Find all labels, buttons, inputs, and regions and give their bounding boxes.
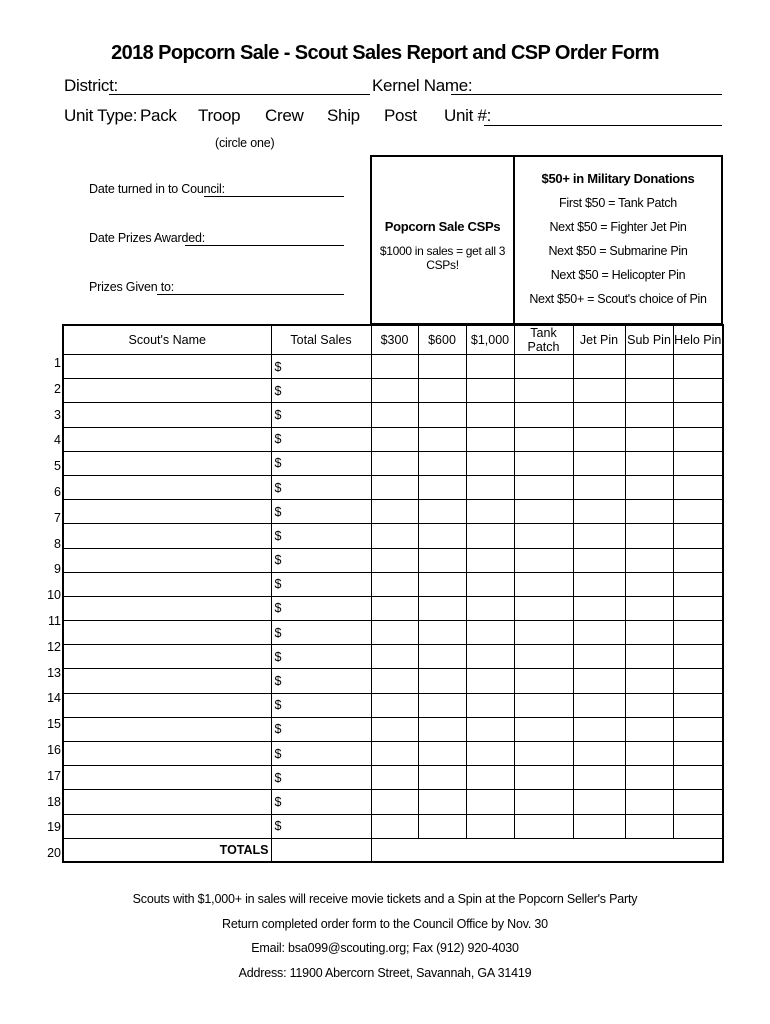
jet-pin-cell[interactable] [573, 355, 625, 379]
date-turned-in-field[interactable] [204, 196, 344, 197]
row-number: 15 [47, 717, 61, 732]
total-sales-cell[interactable]: $ [271, 596, 371, 620]
sub-pin-cell[interactable] [625, 669, 673, 693]
column-header-sub-pin: Sub Pin [625, 325, 673, 355]
csp-1000-cell[interactable] [466, 403, 514, 427]
csp-300-cell[interactable] [371, 403, 418, 427]
csp-1000-cell[interactable] [466, 669, 514, 693]
helo-pin-cell[interactable] [673, 475, 723, 499]
csp-600-cell[interactable] [418, 427, 466, 451]
csp-box [370, 155, 515, 325]
helo-pin-cell[interactable] [673, 814, 723, 838]
page-title: 2018 Popcorn Sale - Scout Sales Report and CSP Order Form [111, 42, 659, 64]
table-row [63, 572, 723, 596]
footer-prize-note: Scouts with $1,000+ in sales will receive movie tickets and a Spin at the Popcorn Seller's Party [132, 892, 638, 906]
scout-name-cell[interactable] [63, 742, 271, 766]
csp-600-cell[interactable] [418, 645, 466, 669]
unit-number-field[interactable] [484, 125, 722, 126]
tank-patch-cell[interactable] [514, 766, 573, 790]
tank-patch-cell[interactable] [514, 572, 573, 596]
totals-csp-1000-cell[interactable] [466, 838, 514, 862]
csp-1000-cell[interactable] [466, 500, 514, 524]
csp-1000-cell[interactable] [466, 451, 514, 475]
table-row [63, 403, 723, 427]
sub-pin-cell[interactable] [625, 717, 673, 741]
jet-pin-cell[interactable] [573, 693, 625, 717]
unit-type-pack[interactable]: Pack [140, 106, 177, 125]
sub-pin-cell[interactable] [625, 427, 673, 451]
row-number: 1 [54, 356, 61, 370]
scout-name-cell[interactable] [63, 500, 271, 524]
total-sales-cell[interactable]: $ [271, 669, 371, 693]
tank-patch-cell[interactable] [514, 693, 573, 717]
total-sales-cell[interactable]: $ [271, 500, 371, 524]
scout-name-cell[interactable] [63, 596, 271, 620]
column-header-1000: $1,000 [466, 325, 514, 355]
table-row [63, 790, 723, 814]
scout-name-cell[interactable] [63, 766, 271, 790]
scout-name-cell[interactable] [63, 451, 271, 475]
row-number: 10 [47, 588, 61, 603]
csp-300-cell[interactable] [371, 475, 418, 499]
jet-pin-cell[interactable] [573, 669, 625, 693]
row-number: 9 [54, 562, 61, 577]
csp-1000-cell[interactable] [466, 790, 514, 814]
scout-name-cell[interactable] [63, 621, 271, 645]
csp-1000-cell[interactable] [466, 742, 514, 766]
unit-number-label: Unit #: [444, 106, 492, 125]
total-sales-cell[interactable]: $ [271, 379, 371, 403]
scout-name-cell[interactable] [63, 693, 271, 717]
csp-1000-cell[interactable] [466, 693, 514, 717]
total-sales-cell[interactable]: $ [271, 742, 371, 766]
unit-type-troop[interactable]: Troop [198, 106, 241, 125]
tank-patch-cell[interactable] [514, 403, 573, 427]
sub-pin-cell[interactable] [625, 766, 673, 790]
row-number: 6 [54, 484, 61, 499]
helo-pin-cell[interactable] [673, 572, 723, 596]
row-number: 8 [54, 536, 61, 551]
total-sales-cell[interactable]: $ [271, 790, 371, 814]
helo-pin-cell[interactable] [673, 451, 723, 475]
tank-patch-cell[interactable] [514, 500, 573, 524]
csp-300-cell[interactable] [371, 500, 418, 524]
csp-1000-cell[interactable] [466, 645, 514, 669]
csp-1000-cell[interactable] [466, 596, 514, 620]
helo-pin-cell[interactable] [673, 379, 723, 403]
helo-pin-cell[interactable] [673, 621, 723, 645]
totals-csp-300-cell[interactable] [371, 838, 418, 862]
district-field[interactable] [109, 94, 370, 95]
sales-table [62, 324, 724, 863]
total-sales-cell[interactable]: $ [271, 403, 371, 427]
csp-600-cell[interactable] [418, 814, 466, 838]
kernel-name-field[interactable] [451, 94, 722, 95]
totals-total-sales-cell[interactable] [271, 838, 371, 862]
row-number: 14 [47, 691, 61, 706]
csp-300-cell[interactable] [371, 790, 418, 814]
jet-pin-cell[interactable] [573, 475, 625, 499]
csp-1000-cell[interactable] [466, 524, 514, 548]
row-number: 11 [48, 613, 61, 628]
tank-patch-cell[interactable] [514, 355, 573, 379]
csp-300-cell[interactable] [371, 814, 418, 838]
table-row [63, 766, 723, 790]
tank-patch-cell[interactable] [514, 814, 573, 838]
column-header-tank-patch: Tank Patch [514, 325, 573, 355]
helo-pin-cell[interactable] [673, 766, 723, 790]
csp-300-cell[interactable] [371, 645, 418, 669]
jet-pin-cell[interactable] [573, 645, 625, 669]
date-prizes-awarded-label: Date Prizes Awarded: [89, 231, 205, 245]
military-line: Next $50+ = Scout's choice of Pin [529, 292, 707, 306]
row-number: 4 [54, 433, 61, 448]
row-number: 7 [54, 510, 61, 525]
table-row [63, 475, 723, 499]
unit-type-crew[interactable]: Crew [265, 106, 304, 125]
table-row [63, 500, 723, 524]
total-sales-cell[interactable]: $ [271, 451, 371, 475]
csp-300-cell[interactable] [371, 766, 418, 790]
sub-pin-cell[interactable] [625, 814, 673, 838]
csp-300-cell[interactable] [371, 524, 418, 548]
unit-type-label: Unit Type: [64, 106, 138, 125]
district-label: District: [64, 76, 118, 95]
jet-pin-cell[interactable] [573, 742, 625, 766]
jet-pin-cell[interactable] [573, 814, 625, 838]
jet-pin-cell[interactable] [573, 766, 625, 790]
helo-pin-cell[interactable] [673, 403, 723, 427]
csp-title: Popcorn Sale CSPs [384, 219, 501, 234]
jet-pin-cell[interactable] [573, 379, 625, 403]
csp-600-cell[interactable] [418, 475, 466, 499]
row-number: 16 [47, 742, 61, 757]
tank-patch-cell[interactable] [514, 717, 573, 741]
table-row [63, 669, 723, 693]
row-number: 3 [54, 407, 61, 422]
helo-pin-cell[interactable] [673, 548, 723, 572]
scout-name-cell[interactable] [63, 548, 271, 572]
tank-patch-cell[interactable] [514, 475, 573, 499]
scout-name-cell[interactable] [63, 717, 271, 741]
csp-600-cell[interactable] [418, 790, 466, 814]
scout-name-cell[interactable] [63, 572, 271, 596]
scout-name-cell[interactable] [63, 355, 271, 379]
column-header-total-sales: Total Sales [271, 325, 371, 355]
csp-300-cell[interactable] [371, 451, 418, 475]
scout-name-cell[interactable] [63, 475, 271, 499]
jet-pin-cell[interactable] [573, 572, 625, 596]
column-header-600: $600 [418, 325, 466, 355]
csp-1000-cell[interactable] [466, 379, 514, 403]
csp-300-cell[interactable] [371, 355, 418, 379]
sub-pin-cell[interactable] [625, 403, 673, 427]
total-sales-cell[interactable]: $ [271, 717, 371, 741]
table-row [63, 814, 723, 838]
tank-patch-cell[interactable] [514, 669, 573, 693]
footer-return-note: Return completed order form to the Council Office by Nov. 30 [222, 917, 548, 931]
csp-600-cell[interactable] [418, 693, 466, 717]
sub-pin-cell[interactable] [625, 451, 673, 475]
csp-600-cell[interactable] [418, 500, 466, 524]
tank-patch-cell[interactable] [514, 548, 573, 572]
helo-pin-cell[interactable] [673, 355, 723, 379]
total-sales-cell[interactable]: $ [271, 766, 371, 790]
row-number: 18 [47, 794, 61, 809]
helo-pin-cell[interactable] [673, 742, 723, 766]
csp-600-cell[interactable] [418, 451, 466, 475]
csp-300-cell[interactable] [371, 621, 418, 645]
csp-300-cell[interactable] [371, 548, 418, 572]
military-donations-box [513, 155, 723, 325]
jet-pin-cell[interactable] [573, 596, 625, 620]
totals-csp-600-cell[interactable] [418, 838, 466, 862]
csp-300-cell[interactable] [371, 669, 418, 693]
sub-pin-cell[interactable] [625, 645, 673, 669]
sub-pin-cell[interactable] [625, 572, 673, 596]
row-number: 12 [47, 639, 61, 654]
total-sales-cell[interactable]: $ [271, 814, 371, 838]
total-sales-cell[interactable]: $ [271, 621, 371, 645]
totals-row [63, 838, 723, 862]
helo-pin-cell[interactable] [673, 790, 723, 814]
row-number: 19 [47, 820, 61, 835]
jet-pin-cell[interactable] [573, 403, 625, 427]
table-row [63, 717, 723, 741]
row-number: 13 [47, 665, 61, 680]
csp-600-cell[interactable] [418, 524, 466, 548]
military-line: Next $50 = Submarine Pin [548, 244, 688, 258]
scout-name-cell[interactable] [63, 814, 271, 838]
csp-600-cell[interactable] [418, 355, 466, 379]
sub-pin-cell[interactable] [625, 693, 673, 717]
jet-pin-cell[interactable] [573, 621, 625, 645]
totals-tank-patch-cell[interactable] [514, 838, 573, 862]
table-row [63, 524, 723, 548]
footer-contact: Email: bsa099@scouting.org; Fax (912) 920-4030 [251, 941, 519, 955]
tank-patch-cell[interactable] [514, 742, 573, 766]
csp-1000-cell[interactable] [466, 717, 514, 741]
jet-pin-cell[interactable] [573, 717, 625, 741]
total-sales-cell[interactable]: $ [271, 355, 371, 379]
row-number: 20 [47, 846, 61, 861]
row-number: 5 [54, 459, 61, 474]
csp-600-cell[interactable] [418, 548, 466, 572]
csp-600-cell[interactable] [418, 596, 466, 620]
scout-name-cell[interactable] [63, 645, 271, 669]
totals-jet-pin-cell[interactable] [573, 838, 625, 862]
total-sales-cell[interactable]: $ [271, 548, 371, 572]
csp-1000-cell[interactable] [466, 427, 514, 451]
prizes-given-to-field[interactable] [157, 294, 344, 295]
tank-patch-cell[interactable] [514, 621, 573, 645]
sub-pin-cell[interactable] [625, 524, 673, 548]
table-row [63, 621, 723, 645]
csp-300-cell[interactable] [371, 572, 418, 596]
helo-pin-cell[interactable] [673, 693, 723, 717]
table-row [63, 596, 723, 620]
row-numbers [30, 349, 62, 865]
sub-pin-cell[interactable] [625, 500, 673, 524]
tank-patch-cell[interactable] [514, 596, 573, 620]
csp-300-cell[interactable] [371, 693, 418, 717]
row-number: 2 [54, 381, 61, 396]
totals-helo-pin-cell[interactable] [673, 838, 723, 862]
table-row [63, 355, 723, 379]
csp-600-cell[interactable] [418, 717, 466, 741]
scout-name-cell[interactable] [63, 427, 271, 451]
totals-label: TOTALS [63, 838, 271, 862]
totals-sub-pin-cell[interactable] [625, 838, 673, 862]
csp-1000-cell[interactable] [466, 572, 514, 596]
csp-600-cell[interactable] [418, 766, 466, 790]
csp-1000-cell[interactable] [466, 355, 514, 379]
sub-pin-cell[interactable] [625, 548, 673, 572]
sub-pin-cell[interactable] [625, 475, 673, 499]
military-line: Next $50 = Helicopter Pin [550, 268, 686, 282]
row-number: 17 [47, 768, 61, 783]
sub-pin-cell[interactable] [625, 355, 673, 379]
sub-pin-cell[interactable] [625, 790, 673, 814]
jet-pin-cell[interactable] [573, 548, 625, 572]
csp-1000-cell[interactable] [466, 621, 514, 645]
jet-pin-cell[interactable] [573, 427, 625, 451]
csp-600-cell[interactable] [418, 669, 466, 693]
table-header-row [63, 325, 723, 355]
sub-pin-cell[interactable] [625, 379, 673, 403]
table-row [63, 693, 723, 717]
csp-1000-cell[interactable] [466, 475, 514, 499]
total-sales-cell[interactable]: $ [271, 645, 371, 669]
table-row [63, 548, 723, 572]
scout-name-cell[interactable] [63, 524, 271, 548]
jet-pin-cell[interactable] [573, 451, 625, 475]
military-line: Next $50 = Fighter Jet Pin [549, 220, 687, 234]
total-sales-cell[interactable]: $ [271, 693, 371, 717]
tank-patch-cell[interactable] [514, 645, 573, 669]
circle-one-note: (circle one) [215, 136, 275, 150]
scout-name-cell[interactable] [63, 669, 271, 693]
total-sales-cell[interactable]: $ [271, 524, 371, 548]
column-header-jet-pin: Jet Pin [573, 325, 625, 355]
total-sales-cell[interactable]: $ [271, 572, 371, 596]
table-row [63, 427, 723, 451]
sub-pin-cell[interactable] [625, 742, 673, 766]
tank-patch-cell[interactable] [514, 524, 573, 548]
tank-patch-cell[interactable] [514, 790, 573, 814]
csp-300-cell[interactable] [371, 379, 418, 403]
csp-600-cell[interactable] [418, 403, 466, 427]
jet-pin-cell[interactable] [573, 790, 625, 814]
column-header-scout-name: Scout's Name [63, 325, 271, 355]
csp-1000-cell[interactable] [466, 766, 514, 790]
military-title: $50+ in Military Donations [541, 171, 695, 186]
csp-600-cell[interactable] [418, 621, 466, 645]
tank-patch-cell[interactable] [514, 379, 573, 403]
csp-300-cell[interactable] [371, 742, 418, 766]
helo-pin-cell[interactable] [673, 427, 723, 451]
sub-pin-cell[interactable] [625, 596, 673, 620]
csp-1000-cell[interactable] [466, 548, 514, 572]
scout-name-cell[interactable] [63, 403, 271, 427]
tank-patch-cell[interactable] [514, 427, 573, 451]
csp-1000-cell[interactable] [466, 814, 514, 838]
helo-pin-cell[interactable] [673, 669, 723, 693]
csp-300-cell[interactable] [371, 596, 418, 620]
date-prizes-awarded-field[interactable] [185, 245, 344, 246]
kernel-name-label: Kernel Name: [372, 76, 473, 95]
prizes-given-to-label: Prizes Given to: [89, 280, 175, 294]
csp-600-cell[interactable] [418, 572, 466, 596]
helo-pin-cell[interactable] [673, 596, 723, 620]
total-sales-cell[interactable]: $ [271, 475, 371, 499]
helo-pin-cell[interactable] [673, 645, 723, 669]
csp-600-cell[interactable] [418, 742, 466, 766]
jet-pin-cell[interactable] [573, 500, 625, 524]
csp-300-cell[interactable] [371, 717, 418, 741]
total-sales-cell[interactable]: $ [271, 427, 371, 451]
table-row [63, 379, 723, 403]
jet-pin-cell[interactable] [573, 524, 625, 548]
sub-pin-cell[interactable] [625, 621, 673, 645]
date-turned-in-label: Date turned in to Council: [89, 182, 225, 196]
helo-pin-cell[interactable] [673, 524, 723, 548]
column-header-300: $300 [371, 325, 418, 355]
csp-300-cell[interactable] [371, 427, 418, 451]
scout-name-cell[interactable] [63, 790, 271, 814]
footer-address: Address: 11900 Abercorn Street, Savannah, GA 31419 [238, 966, 532, 980]
scout-name-cell[interactable] [63, 379, 271, 403]
table-row [63, 742, 723, 766]
tank-patch-cell[interactable] [514, 451, 573, 475]
column-header-helo-pin: Helo Pin [673, 325, 723, 355]
csp-description: $1000 in sales = get all 3 CSPs! [379, 244, 506, 272]
helo-pin-cell[interactable] [673, 717, 723, 741]
military-line: First $50 = Tank Patch [559, 196, 677, 210]
unit-type-post[interactable]: Post [384, 106, 417, 125]
helo-pin-cell[interactable] [673, 500, 723, 524]
table-row [63, 451, 723, 475]
unit-type-ship[interactable]: Ship [327, 106, 360, 125]
csp-600-cell[interactable] [418, 379, 466, 403]
table-row [63, 645, 723, 669]
